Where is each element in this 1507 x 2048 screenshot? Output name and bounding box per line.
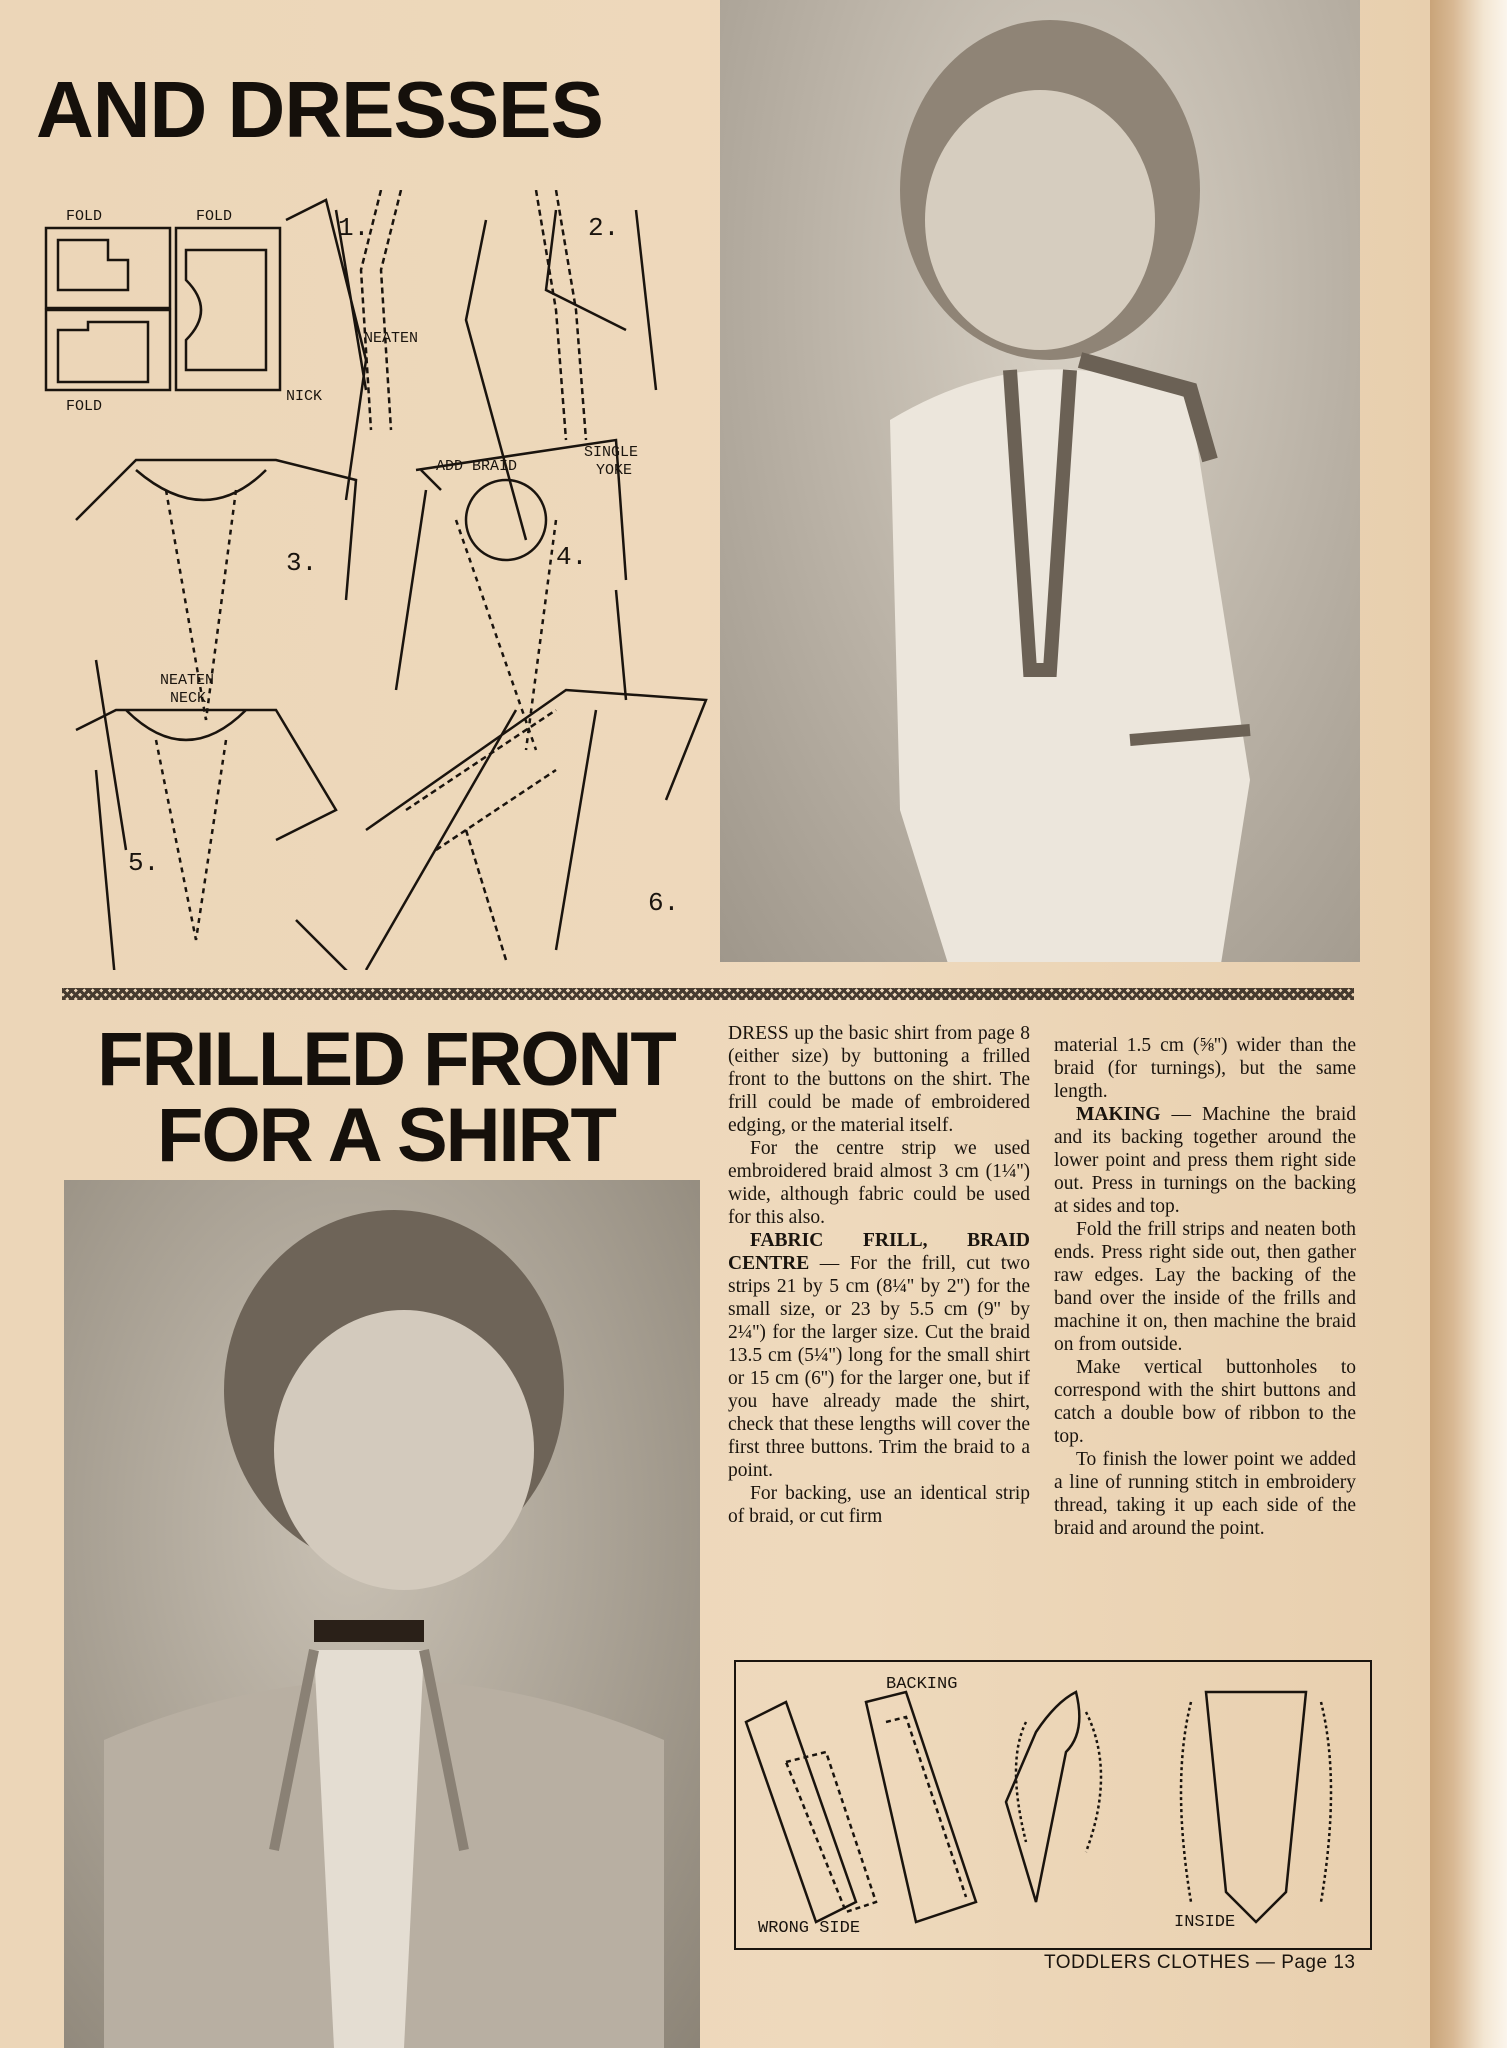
paragraph-body: — Machine the braid and its backing together around the lower point and press them right side out. Press in turnings on the backing at sides and top.: [1054, 1104, 1356, 1217]
article-title: [96, 1017, 676, 1178]
label-single-yoke-1: SINGLE: [584, 444, 639, 461]
article-column-2: [1054, 1034, 1356, 1540]
paragraph: DRESS up the basic shirt from page 8 (either size) by buttoning a frilled front to the buttons on the shirt. The frill could be made of embroidered edging, or the material itself.: [728, 1023, 1030, 1136]
label-fold-1: FOLD: [66, 208, 103, 225]
label-nick: NICK: [286, 388, 323, 405]
label-step-6: 6.: [648, 888, 680, 918]
photo-toddler-frilled-shirt: [64, 1180, 700, 2048]
article-column-1: [728, 1022, 1030, 1528]
frill-diagram: [734, 1660, 1372, 1950]
article-title-line-2: FOR A SHIRT: [157, 1093, 615, 1178]
subhead: MAKING: [1076, 1104, 1161, 1125]
paragraph: Make vertical buttonholes to correspond with the shirt buttons and catch a double bow of ribbon to the top.: [1054, 1357, 1356, 1447]
label-add-braid: ADD BRAID: [436, 458, 518, 475]
label-step-4: 4.: [556, 542, 588, 572]
section-title: AND DRESSES: [36, 65, 603, 154]
photo-toddler-braided-shirt: [720, 0, 1360, 962]
page-edge: [1430, 0, 1507, 2048]
article-title-line-1: FRILLED FRONT: [97, 1017, 675, 1102]
paragraph: material 1.5 cm (⅝'') wider than the braid (for turnings), but the same length.: [1054, 1035, 1356, 1102]
label-step-3: 3.: [286, 548, 318, 578]
sewing-diagrams-top: [36, 190, 716, 970]
label-step-2: 2.: [588, 213, 620, 243]
label-neaten-neck-1: NEATEN: [160, 672, 215, 689]
paragraph-body: — For the frill, cut two strips 21 by 5 cm (8¼'' by 2'') for the small size, or 23 by 5.5 cm (9'' by 2¼'') for the larger size. Cut the braid 13.5 cm (5¼'') long for the small shirt or 15 cm (6'') for the larger one, but if you have already made the shirt, check that these lengths will cover the first three buttons. Trim the braid to a point.: [728, 1253, 1030, 1481]
paragraph: [728, 1229, 1030, 1482]
page-footer: TODDLERS CLOTHES — Page 13: [1044, 1952, 1356, 1973]
label-fold-3: FOLD: [66, 398, 103, 415]
label-fold-2: FOLD: [196, 208, 233, 225]
label-wrong-side: WRONG SIDE: [758, 1919, 861, 1938]
paragraph: For backing, use an identical strip of braid, or cut firm: [728, 1483, 1030, 1527]
subhead: FABRIC FRILL, BRAID CENTRE: [728, 1230, 1030, 1274]
paragraph: [1054, 1103, 1356, 1218]
label-neaten-neck-2: NECK: [170, 690, 207, 707]
paragraph: To finish the lower point we added a line of running stitch in embroidery thread, taking it up each side of the braid and around the point.: [1054, 1449, 1356, 1539]
label-backing: BACKING: [886, 1675, 958, 1694]
paragraph: For the centre strip we used embroidered braid almost 3 cm (1¼'') wide, although fabric could be used for this also.: [728, 1138, 1030, 1228]
label-inside: INSIDE: [1174, 1913, 1236, 1932]
label-step-1: 1.: [338, 213, 370, 243]
label-single-yoke-2: YOKE: [596, 462, 633, 479]
section-divider: [62, 988, 1354, 1000]
label-neaten: NEATEN: [364, 330, 419, 347]
paragraph: Fold the frill strips and neaten both ends. Press right side out, then gather raw edges. Lay the backing of the band over the inside of the frills and machine it on, then machine the braid on from outside.: [1054, 1219, 1356, 1355]
label-step-5: 5.: [128, 848, 160, 878]
